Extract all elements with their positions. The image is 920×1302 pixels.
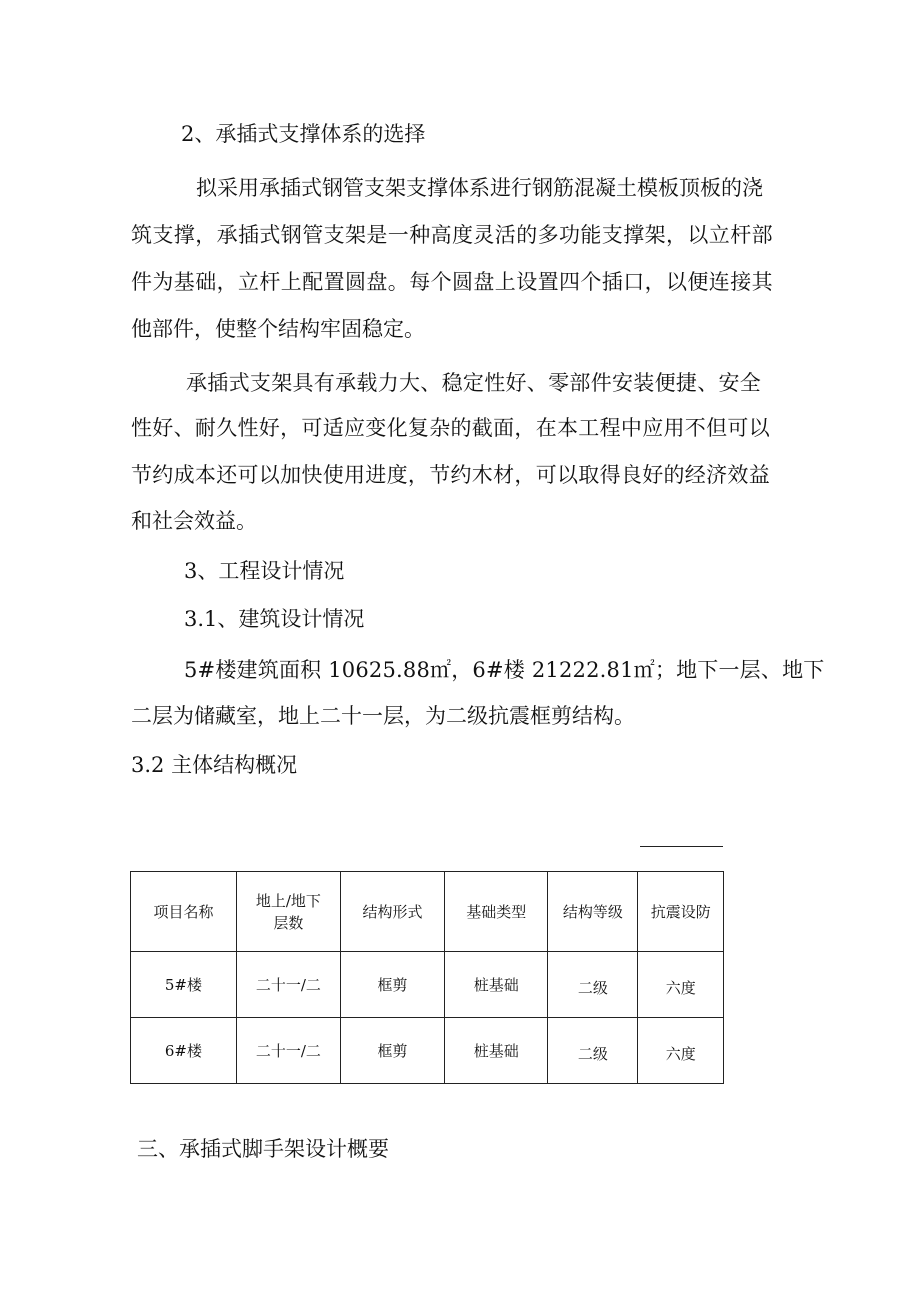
header-cell: 项目名称	[131, 872, 237, 952]
table-cell: 二十一/二	[236, 1018, 340, 1084]
paragraph-2-line-2: 性好、耐久性好，可适应变化复杂的截面，在本工程中应用不但可以	[131, 416, 770, 440]
table-cell: 六度	[638, 1018, 724, 1084]
divider-line	[640, 846, 723, 847]
table-cell: 桩基础	[445, 952, 548, 1018]
header-text: 层数	[273, 913, 304, 932]
table-cell: 六度	[638, 952, 724, 1018]
header-cell: 抗震设防	[638, 872, 724, 952]
paragraph-1-line-1	[196, 173, 784, 203]
paragraph-2-line-4: 和社会效益。	[131, 509, 257, 533]
table-header-row	[131, 872, 724, 952]
header-cell: 结构形式	[340, 872, 444, 952]
header-cell: 结构等级	[548, 872, 638, 952]
table-cell: 6#楼	[131, 1018, 237, 1084]
paragraph-2-line-1: 承插式支架具有承载力大、稳定性好、零部件安装便捷、安全	[186, 371, 762, 395]
table-row	[131, 952, 724, 1018]
table-cell: 5#楼	[131, 952, 237, 1018]
heading-3-1: 3.1、建筑设计情况	[184, 607, 365, 631]
paragraph-3-line-1: 5#楼建筑面积 10625.88㎡，6#楼 21222.81㎡；地下一层、地下	[184, 658, 825, 682]
header-cell	[236, 872, 340, 952]
heading-2: 2、承插式支撑体系的选择	[181, 122, 426, 146]
paragraph-1-line-3: 件为基础，立杆上配置圆盘。每个圆盘上设置四个插口，以便连接其	[131, 270, 773, 294]
header-text: 地上/地下	[255, 891, 321, 910]
paragraph-3-line-2: 二层为储藏室，地上二十一层，为二级抗震框剪结构。	[131, 704, 635, 728]
table-cell: 二十一/二	[236, 952, 340, 1018]
heading-3: 3、工程设计情况	[184, 559, 345, 583]
paragraph-1-text: 拟采用承插式钢管支架支撑体系进行钢筋混凝土模板顶板的浇	[196, 176, 763, 200]
paragraph-2-line-3: 节约成本还可以加快使用进度，节约木材，可以取得良好的经济效益	[131, 463, 770, 487]
table-cell: 二级	[548, 1018, 638, 1084]
paragraph-1-line-2: 筑支撑，承插式钢管支架是一种高度灵活的多功能支撑架，以立杆部	[131, 223, 773, 247]
heading-3-2: 3.2 主体结构概况	[131, 753, 298, 777]
heading-section-3: 三、承插式脚手架设计概要	[137, 1137, 389, 1161]
header-cell: 基础类型	[445, 872, 548, 952]
table-cell: 框剪	[340, 1018, 444, 1084]
table-cell: 二级	[548, 952, 638, 1018]
paragraph-1-line-4: 他部件，使整个结构牢固稳定。	[131, 317, 425, 341]
structure-table	[130, 871, 724, 1084]
table-cell: 框剪	[340, 952, 444, 1018]
table-cell: 桩基础	[445, 1018, 548, 1084]
table-row	[131, 1018, 724, 1084]
